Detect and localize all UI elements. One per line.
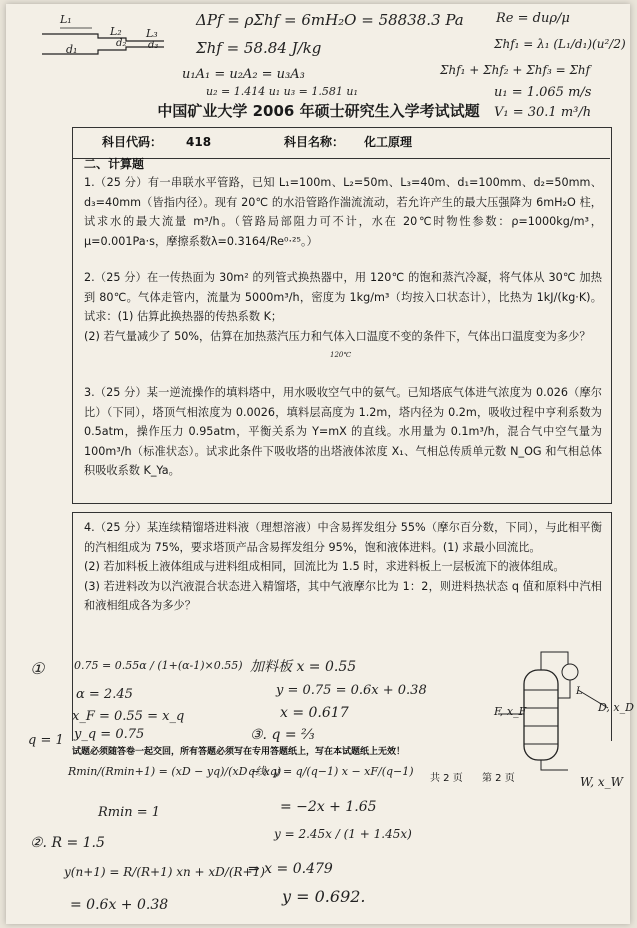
note-l2: L₂ [110,25,122,38]
question-1 [84,173,602,251]
note-op2: = 0.6x + 0.38 [70,897,169,913]
note-eqm: y = 2.45x / (1 + 1.45x) [274,827,412,841]
note-u1: u₁ = 1.065 m/s [494,85,592,100]
note-eq3: u₁A₁ = u₂A₂ = u₃A₃ [182,67,305,82]
note-qline: q线: y = q/(q−1) x − xF/(q−1) [248,765,414,778]
note-120c: 120℃ [330,351,352,359]
note-b2: y = 0.75 = 0.6x + 0.38 [276,683,427,698]
note-d1: d₁ [66,43,78,56]
note-v1: V₁ = 30.1 m³/h [494,105,592,120]
question-2-part1: 2.（25 分）在一传热面为 30m² 的列管式换热器中，用 120℃ 的饱和蒸汽冷凝，将气体从 30℃ 加热到 80℃。气体走管内，流量为 5000m³/h，密度为 1kg/m³（均按入口状态计），比热为 1kJ/(kg·K)。试求：(1) 估算此换热器的传热系数 K； [84,271,602,324]
note-rmin: Rmin = 1 [98,805,161,820]
subject-name-label: 科目名称： [284,135,345,149]
column-d-label: D, x_D [598,701,634,714]
question-4-part1: 4.（25 分）某连续精馏塔进料液（理想溶液）中含易挥发组分 55%（摩尔百分数，下同），与此相平衡的汽相组成为 75%，要求塔顶产品含易挥发组分 95%，饱和液体进料。(1) 求最小回流比。 [84,521,602,554]
question-4 [84,518,602,616]
question-3-text: 3.（25 分）某一逆流操作的填料塔中，用水吸收空气中的氨气。已知塔底气体进气浓度为 0.026（摩尔比）（下同），塔顶气相浓度为 0.0026，填料层高度为 1.2m，塔内径为 0.2m，吸收过程中亨利系数为 0.5atm，操作压力 0.95atm，平衡关系为 Y=mX 的直线。水用量为 0.1m³/h，混合气中空气量为 100m³/h（标准状态）。试求此条件下吸收塔的出塔液体浓度 X₁、气相总传质单元数 N_OG 和气相总体积吸收系数 K_Ya。 [84,386,602,478]
note-d2: d₂ [116,38,127,49]
note-l3: L₃ [146,27,158,40]
question-3 [84,383,602,481]
note-c3: ③. q = ⅔ [250,727,315,743]
footer-page-number: 第 2 页 [482,773,515,784]
header-divider [72,158,610,159]
note-b3: x = 0.617 [280,705,349,721]
note-circle-1: ① [30,659,45,678]
question-4-part2: (2) 若加料板上液体组成与进料组成相同，回流比为 1.5 时，求进料板上一层板流下的液体组成。 [84,560,565,574]
note-l1: L₁ [60,13,72,26]
question-1-text: 1.（25 分）有一串联水平管路，已知 L₁=100m、L₂=50m、L₃=40m、d₁=100mm、d₂=50mm、d₃=40mm（皆指内径）。现有 20℃ 的水沿管路作湍流流动，若允许产生的最大压强降为 6mH₂O 柱，试求水的最大流量 m³/h。（管路局部阻力可不计，水在 20℃时物性参数：ρ=1000kg/m³，μ=0.001Pa·s，摩擦系数λ=0.3164/Re⁰·²⁵。） [84,176,602,248]
exam-title: 中国矿业大学 2006 年硕士研究生入学考试试题 [157,102,480,120]
note-eq2: Σhf = 58.84 J/kg [196,39,322,57]
subject-code: 418 [186,135,212,149]
note-x: ⇒ x = 0.479 [248,861,333,877]
note-b1: 加料板 x = 0.55 [250,659,357,675]
note-eq1: ΔPf = ρΣhf = 6mH₂O = 58838.3 Pa [196,11,464,29]
note-hfsum: Σhf₁ + Σhf₂ + Σhf₃ = Σhf [440,63,591,77]
subject-name: 化工原理 [364,135,413,149]
footer-total-pages: 共 2 页 [430,773,463,784]
question-2-part2: (2) 若气量减少了 50%，估算在加热蒸汽压力和气体入口温度不变的条件下，气体出口温度变为多少？ [84,329,591,343]
column-feed-label: F, x_F [494,705,527,718]
subject-code-label: 科目代码： [102,135,163,149]
note-hf1: Σhf₁ = λ₁ (L₁/d₁)(u²/2) [494,37,626,51]
note-a2: α = 2.45 [76,687,133,702]
note-q1: q = 1 [28,733,64,748]
note-eq4: u₂ = 1.414 u₁ u₃ = 1.581 u₁ [206,85,358,98]
question-2 [84,268,602,346]
question-4-part3: (3) 若进料改为以汽液混合状态进入精馏塔，其中气液摩尔比为 1：2，则进料热状态 q 值和原料中汽相和液相组成各为多少？ [84,579,602,613]
column-l-label: L [576,686,583,697]
column-w-label: W, x_W [580,775,623,789]
note-a1: 0.75 = 0.55α / (1+(α-1)×0.55) [74,659,243,672]
note-re: Re = duρ/μ [496,11,570,26]
note-d3: d₃ [148,40,159,51]
note-qline2: = −2x + 1.65 [280,799,377,815]
note-rmin-eq: Rmin/(Rmin+1) = (xD − yq)/(xD − xq) [68,765,282,778]
section-heading: 二、计算题 [84,157,145,171]
note-op1: y(n+1) = R/(R+1) xn + xD/(R+1) [64,865,265,879]
footer-notice: 试题必须随答卷一起交回，所有答题必须写在专用答题纸上，写在本试题纸上无效！ [72,747,406,757]
note-y: y = 0.692. [282,887,366,906]
note-r15: ②. R = 1.5 [30,835,105,851]
note-a3: x_F = 0.55 = x_q [72,709,185,724]
note-a4: y_q = 0.75 [74,727,145,742]
